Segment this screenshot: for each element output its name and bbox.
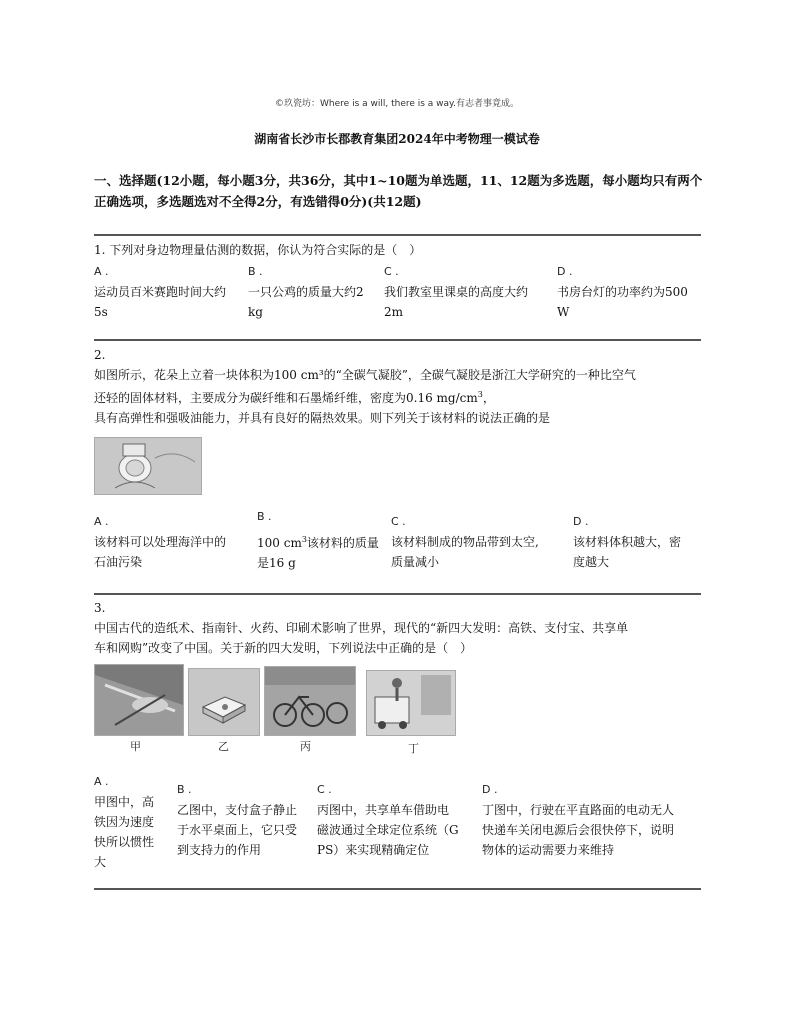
four-inventions-image — [94, 664, 456, 756]
option-text-line: W — [557, 305, 570, 319]
option-text-line: 大 — [94, 855, 107, 869]
q3-option-b[interactable] — [177, 780, 317, 860]
option-letter: C . — [384, 265, 399, 278]
q2-stem — [94, 345, 706, 428]
option-letter: C . — [391, 515, 406, 528]
divider — [94, 888, 701, 890]
option-text-line: 该材料可以处理海洋中的 — [94, 535, 227, 549]
option-letter: A . — [94, 775, 109, 788]
option-text-line: PS）来实现精确定位 — [317, 843, 430, 857]
q2-line-2-end: ， — [482, 391, 495, 405]
option-text-line: 5s — [94, 305, 108, 319]
q2-line-3: 具有高弹性和强吸油能力，并具有良好的隔热效果。则下列关于该材料的说法正确的是 — [94, 411, 551, 425]
q1-stem: 1. 下列对身边物理量估测的数据，你认为符合实际的是（ ） — [94, 243, 422, 257]
shared-bikes-image — [264, 666, 356, 736]
option-letter: C . — [317, 783, 332, 796]
option-text-line: 到支持力的作用 — [177, 843, 262, 857]
option-text-part: 100 cm — [257, 536, 302, 550]
option-text-line: 是16 g — [257, 556, 296, 570]
option-text-line: 质量减小 — [391, 555, 440, 569]
divider — [94, 593, 701, 595]
high-speed-rail-image — [94, 664, 184, 736]
q1-option-a[interactable] — [94, 262, 252, 322]
payment-box-image — [188, 668, 260, 736]
option-letter: D . — [573, 515, 589, 528]
q1-option-c[interactable] — [384, 262, 556, 322]
section-heading: 一、选择题(12小题，每小题3分，共36分，其中1~10题为单选题，11、12题为多选题，每小题均只有两个正确选项，多选题选对不全得2分，有选错得0分)(共12题) — [94, 173, 703, 209]
q1-option-d[interactable] — [557, 262, 707, 322]
divider — [94, 339, 701, 341]
option-text-line: 一只公鸡的质量大约2 — [248, 285, 364, 299]
option-text-line: 快所以惯性 — [94, 835, 155, 849]
option-text-part: 该材料的质量 — [306, 536, 379, 550]
q3-option-d[interactable] — [482, 780, 704, 860]
option-text-line: 运动员百米赛跑时间大约 — [94, 285, 227, 299]
image-label-jia: 甲 — [130, 740, 141, 753]
option-text-line: 该材料体积越大，密 — [573, 535, 682, 549]
q3-option-c[interactable] — [317, 780, 481, 860]
q2-number: 2. — [94, 348, 106, 362]
option-text-line: 丙图中，共享单车借助电 — [317, 803, 450, 817]
option-text-line: 乙图中，支付盒子静止 — [177, 803, 298, 817]
image-label-bing: 丙 — [300, 740, 311, 753]
q2-line-2 — [94, 385, 706, 408]
option-letter: B . — [248, 265, 263, 278]
q2-line-1: 如图所示，花朵上立着一块体积为100 cm³的“全碳气凝胶”，全碳气凝胶是浙江大学研究的一种比空气 — [94, 368, 636, 382]
q2-line-2-text: 还轻的固体材料，主要成分为碳纤维和石墨烯纤维，密度为0.16 mg/cm — [94, 391, 478, 405]
q2-superscript: 3 — [477, 390, 483, 399]
delivery-vehicle-image — [366, 670, 456, 736]
q3-line-1: 中国古代的造纸术、指南针、火药、印刷术影响了世界，现代的“新四大发明：高铁、支付宝、共享单 — [94, 621, 629, 635]
q3-line-2: 车和网购”改变了中国。关于新的四大发明，下列说法中正确的是（ ） — [94, 641, 473, 655]
option-text-line: 于水平桌面上，它只受 — [177, 823, 298, 837]
option-letter: B . — [257, 510, 272, 523]
option-text-line: 书房台灯的功率约为500 — [557, 285, 688, 299]
image-label-yi: 乙 — [218, 740, 229, 753]
q2-option-b[interactable] — [257, 507, 391, 573]
option-superscript: 3 — [301, 535, 307, 544]
option-letter: D . — [482, 783, 498, 796]
option-text-line: 石油污染 — [94, 555, 143, 569]
option-text-line: 2m — [384, 305, 404, 319]
option-letter: D . — [557, 265, 573, 278]
option-text-line: 丁图中，行驶在平直路面的电动无人 — [482, 803, 675, 817]
image-label-ding: 丁 — [408, 742, 419, 755]
q3-stem — [94, 598, 706, 658]
page-title: 湖南省长沙市长郡教育集团2024年中考物理一模试卷 — [254, 132, 540, 146]
option-letter: A . — [94, 265, 109, 278]
option-text-line: 度越大 — [573, 555, 610, 569]
q1-option-b[interactable] — [248, 262, 384, 322]
option-letter: B . — [177, 783, 192, 796]
option-letter: A . — [94, 515, 109, 528]
option-text-line: 该材料制成的物品带到太空, — [391, 535, 539, 549]
q3-option-a[interactable] — [94, 772, 174, 872]
option-text-line: kg — [248, 305, 263, 319]
q2-option-d[interactable] — [573, 512, 705, 572]
option-text-line: 我们教室里课桌的高度大约 — [384, 285, 529, 299]
option-text-line: 甲图中，高 — [94, 795, 155, 809]
q2-option-a[interactable] — [94, 512, 254, 572]
divider — [94, 234, 701, 236]
option-text-line — [257, 530, 391, 553]
q3-number: 3. — [94, 601, 106, 615]
aerogel-flower-image — [94, 437, 202, 495]
option-text-line: 磁波通过全球定位系统（G — [317, 823, 459, 837]
option-text-line: 物体的运动需要力来维持 — [482, 843, 615, 857]
option-text-line: 快递车关闭电源后会很快停下，说明 — [482, 823, 675, 837]
watermark-text: ©玖瓷坊：Where is a will, there is a way.有志者事竟成。 — [275, 99, 519, 109]
q2-option-c[interactable] — [391, 512, 571, 572]
option-text-line: 铁因为速度 — [94, 815, 155, 829]
